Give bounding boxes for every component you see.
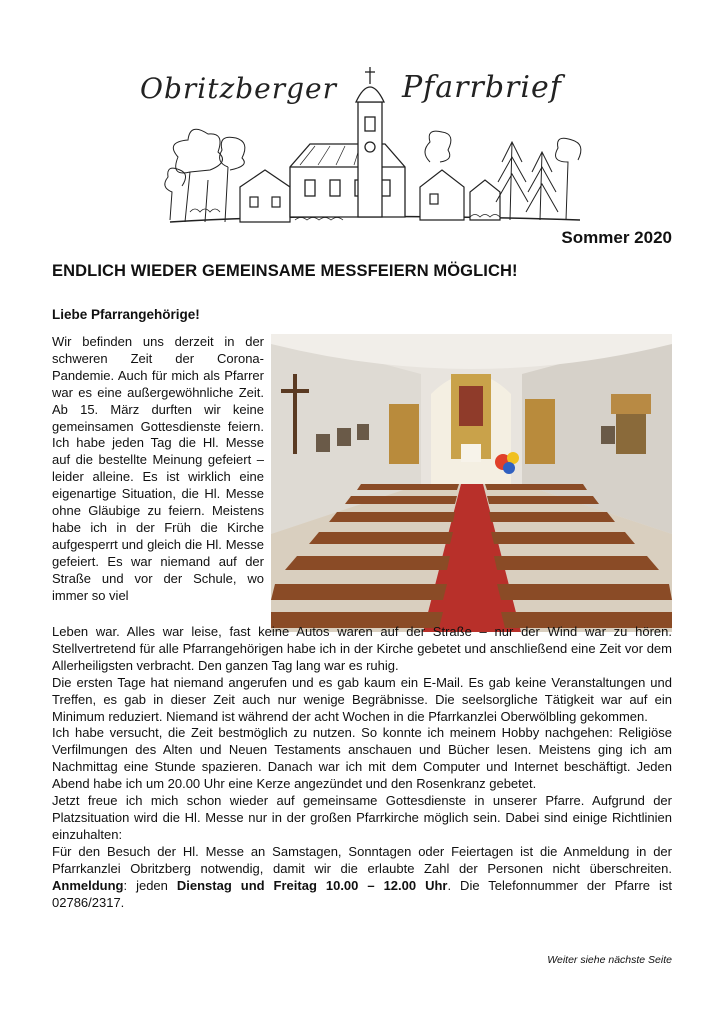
paragraph-2: Die ersten Tage hat niemand angerufen und es gab kaum ein E-Mail. Es gab keine Veranstaltungen und Treffen, es gab in dieser Zeit auch nur wenige Begräbnisse. Die seelsorgliche Tätigkeit war auf ein Minimum reduziert. Niemand ist während der acht Wochen in die Pfarrkanzlei Oberwölbling gekommen. <box>52 674 672 724</box>
greeting: Liebe Pfarrangehörige! <box>52 307 200 322</box>
paragraph-3: Ich habe versucht, die Zeit bestmöglich zu nutzen. So konnte ich meinem Hobby nachgehen: Religiöse Verfilmungen des Alten und Neuen Testaments anschauen und Bücher lesen. Meistens ging ich am Nachmittag eine Stunde spazieren. Danach war ich mit dem Computer und Internet beschäftigt. Jeden Abend habe ich um 20.00 Uhr eine Kerze angezündet und den Rosenkranz gebetet. <box>52 725 672 792</box>
masthead-title-right: Pfarrbrief <box>402 70 562 105</box>
p5-text-a: Für den Besuch der Hl. Messe an Samstagen, Sonntagen oder Feiertagen ist die Anmeldung in der Pfarrkanzlei Obritzberg notwendig, damit wir die erlaubte Zahl der Personen nicht überschreiten. <box>52 843 672 876</box>
intro-text: Wir befinden uns derzeit in der schweren Zeit der Corona-Pandemie. Auch für mich als Pfarrer war es eine außergewöhnliche Zeit. Ab 15. März durften wir keine gemeinsamen Gottesdienste feiern. Ich habe jeden Tag die Hl. Messe auf die bestellte Meinung gefeiert – leider alleine. Es ist wirklich eine eigenartige Situation, die Hl. Messe ohne Gläubige zu feiern. Meistens habe ich in der Früh die Kirche aufgesperrt und gleich die Hl. Messe gefeiert. Es war niemand auf der Straße und vor der Schule, wo immer so viel <box>52 334 264 603</box>
continued-note: Weiter siehe nächste Seite <box>547 954 672 966</box>
masthead-title-left: Obritzberger <box>140 72 337 105</box>
paragraph-5 <box>52 844 672 912</box>
p5-text-e: . Die Telefonnummer der Pfarre ist 02786/2317. <box>52 877 673 910</box>
church-interior-photo <box>271 334 672 632</box>
p5-registration-label: Anmeldung <box>52 877 124 893</box>
masthead <box>130 62 590 232</box>
p5-registration-times: Dienstag und Freitag 10.00 – 12.00 Uhr <box>176 877 448 893</box>
page-headline: ENDLICH WIEDER GEMEINSAME MESSFEIERN MÖGLICH! <box>52 262 518 280</box>
body-text <box>52 624 672 911</box>
paragraph-1: Leben war. Alles war leise, fast keine Autos waren auf der Straße – nur der Wind war zu hören. Stellvertretend für alle Pfarrangehörigen habe ich in der Kirche gebetet und anschließend eine Zeit vor dem Allerheiligsten verbracht. Den ganzen Tag lang war es ruhig. <box>52 624 672 673</box>
intro-column <box>52 334 264 605</box>
paragraph-4: Jetzt freue ich mich schon wieder auf gemeinsame Gottesdienste in unserer Pfarre. Aufgrund der Platzsituation wird die Hl. Messe nur in der großen Pfarrkirche möglich sein. Dabei sind einige Richtlinien einzuhalten: <box>52 793 672 842</box>
issue-label: Sommer 2020 <box>561 228 672 247</box>
p5-text-c: : jeden <box>123 877 177 893</box>
